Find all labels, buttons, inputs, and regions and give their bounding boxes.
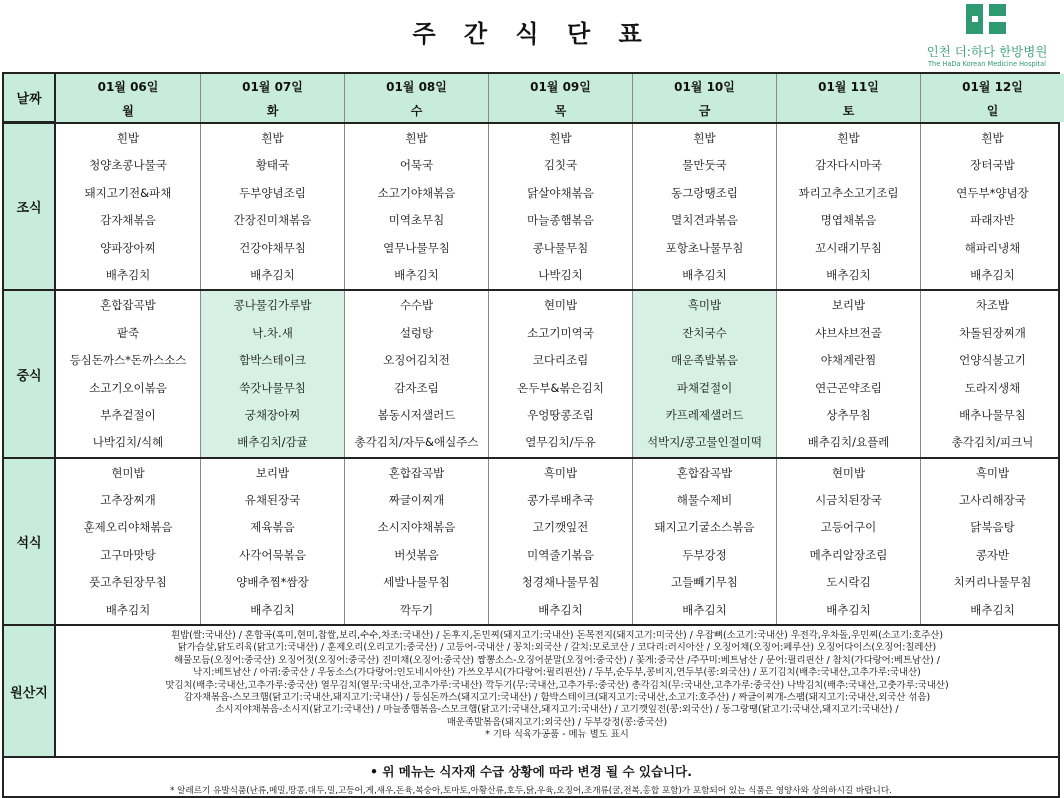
weekday-cell: 목 xyxy=(488,98,632,122)
menu-cell xyxy=(488,291,632,456)
menu-item: 청경채나물무침 xyxy=(521,575,600,590)
menu-item: 낙.차.새 xyxy=(252,325,293,340)
menu-item: 혼합잡곡밥 xyxy=(100,298,156,313)
origin-line: 감자채볶음-스모크햄(닭고기:국내산,돼지고기:국내산) / 등심돈까스(돼지고기:국내산) / 함박스테이크(돼지고기:국내산,소고기:호주산) / 짜글이찌개-스팸(돼지고기:국내산,외국산 섞음) xyxy=(183,692,931,704)
menu-item: 닭살야채볶음 xyxy=(527,185,594,200)
menu-item: 양배추찜*쌈장 xyxy=(236,575,309,590)
hospital-subtitle: The HaDa Korean Medicine Hospital xyxy=(928,60,1046,68)
weekday-cell: 화 xyxy=(200,98,344,122)
menu-item: 나박김치 xyxy=(538,267,583,282)
origin-text xyxy=(56,626,1058,756)
menu-item: 치커리나물무침 xyxy=(953,575,1032,590)
menu-cell xyxy=(776,291,920,456)
hospital-logo-icon xyxy=(964,2,1008,36)
weekday-cell: 월 xyxy=(56,98,200,122)
table-header xyxy=(4,74,1058,124)
hospital-name: 인천 더:하다 한방병원 xyxy=(926,44,1048,59)
menu-item: 배추김치 xyxy=(682,602,727,617)
menu-item: 매운족발볶음 xyxy=(671,353,738,368)
menu-cell xyxy=(344,291,488,456)
menu-item: 해물수제비 xyxy=(676,493,733,508)
menu-item: 흰밥 xyxy=(261,131,284,145)
menu-cell xyxy=(200,291,344,456)
menu-item: 혼합잡곡밥 xyxy=(388,465,445,480)
menu-item: 나박김치/식혜 xyxy=(92,435,164,450)
menu-item: 명엽채볶음 xyxy=(820,213,877,228)
menu-item: 장터국밥 xyxy=(970,158,1015,173)
menu-item: 샤브샤브전골 xyxy=(815,325,882,340)
menu-item: 미역초무침 xyxy=(388,213,445,228)
origin-line: 낙지:베트남산 / 아귀:중국산 / 우동소스(가다랑어:인도네시아산) 가쓰오부시(가다랑어:필리핀산) / 두부,순두부,콩비지,연두부(콩:외국산) / 포기김치(배추:국내산,고추가루:국내산) xyxy=(193,667,921,679)
menu-item: 배추김치 xyxy=(826,267,871,282)
menu-item: 도시락김 xyxy=(826,575,871,590)
menu-item: 고등어구이 xyxy=(820,520,877,535)
weekday-cell: 금 xyxy=(632,98,776,122)
menu-item: 배추김치 xyxy=(394,267,439,282)
menu-item: 고사리해장국 xyxy=(959,493,1026,508)
menu-item: 파래자반 xyxy=(970,213,1015,228)
menu-item: 간장진미채볶음 xyxy=(233,213,312,228)
menu-item: 사각어묵볶음 xyxy=(239,547,306,562)
menu-item: 석박지/콩고물인절미떡 xyxy=(647,435,762,450)
menu-cell xyxy=(56,459,200,624)
menu-cell xyxy=(488,124,632,289)
menu-item: 배추김치 xyxy=(538,602,583,617)
menu-item: 고추장찌개 xyxy=(100,493,156,508)
menu-item: 현미밥 xyxy=(111,465,145,480)
date-cell: 01월 10일 xyxy=(632,74,776,98)
menu-item: 파채겉절이 xyxy=(676,380,733,395)
origin-line: 흰밥(쌀:국내산) / 혼합곡(흑미,현미,찹쌀,보리,수수,차조:국내산) / 돈후지,돈민찌(돼지고기:국내산) 돈목전지(돼지고기:미국산) / 우잡뼈(소고기:국내산) 우전각,우차돌,우민찌(소고기:호주산) xyxy=(170,630,944,642)
menu-item: 소시지야채볶음 xyxy=(377,520,456,535)
menu-item: 흰밥 xyxy=(837,131,860,145)
menu-item: 코다리조림 xyxy=(532,353,589,368)
menu-item: 콩자반 xyxy=(975,547,1010,562)
menu-cell xyxy=(200,459,344,624)
menu-item: 흰밥 xyxy=(405,131,428,145)
meal-label: 중식 xyxy=(4,291,56,456)
menu-item: 고기깻잎전 xyxy=(532,520,589,535)
menu-item: 차조밥 xyxy=(975,298,1010,313)
menu-cell xyxy=(920,124,1064,289)
menu-item: 차돌된장찌개 xyxy=(959,325,1026,340)
menu-item: 배추김치 xyxy=(970,602,1015,617)
weekday-cell: 수 xyxy=(344,98,488,122)
origin-line: 해물모듬(오징어:중국산) 오징어젓(오징어:중국산) 진미채(오징어:중국산) 짬뽕소스-오징어분말(오징어:중국산) / 꽃게:중국산 /주꾸미:베트남산 / 문어:필리핀산 / 참치(가다랑어:베트남산) / xyxy=(174,654,940,666)
menu-item: 오징어김치전 xyxy=(383,353,450,368)
menu-item: 두부강정 xyxy=(682,547,727,562)
menu-cell xyxy=(776,124,920,289)
menu-item: 배추김치 xyxy=(826,602,871,617)
weekday-cell: 일 xyxy=(920,98,1064,122)
menu-item: 제육볶음 xyxy=(250,520,295,535)
menu-cell xyxy=(632,124,776,289)
menu-cell xyxy=(920,291,1064,456)
menu-item: 고들빼기무침 xyxy=(671,575,738,590)
menu-item: 꽈리고추소고기조림 xyxy=(798,185,899,200)
meal-row-dinner xyxy=(4,459,1058,626)
menu-item: 봄동시저샐러드 xyxy=(377,407,456,422)
menu-item: 콩가루배추국 xyxy=(527,493,594,508)
notice-section xyxy=(4,758,1058,796)
menu-item: 어묵국 xyxy=(399,158,434,173)
menu-item: 해파리냉채 xyxy=(964,240,1021,255)
menu-cell xyxy=(920,459,1064,624)
menu-item: 언양식불고기 xyxy=(959,353,1026,368)
menu-item: 물만둣국 xyxy=(682,158,727,173)
menu-item: 설렁탕 xyxy=(399,325,434,340)
menu-cell xyxy=(56,291,200,456)
menu-item: 배추나물무침 xyxy=(959,407,1026,422)
menu-item: 세발나물무침 xyxy=(383,575,450,590)
weekday-cell: 토 xyxy=(776,98,920,122)
menu-item: 흰밥 xyxy=(116,131,140,145)
weekly-menu-table xyxy=(2,72,1060,798)
date-cell: 01월 11일 xyxy=(776,74,920,98)
menu-item: 소고기미역국 xyxy=(527,325,594,340)
menu-item: 흰밥 xyxy=(693,131,716,145)
meal-row-breakfast xyxy=(4,124,1058,291)
date-cell: 01월 06일 xyxy=(56,74,200,98)
menu-item: 꼬시래기무침 xyxy=(815,240,882,255)
menu-item: 궁채장아찌 xyxy=(244,407,301,422)
hospital-logo xyxy=(912,2,1062,72)
date-row xyxy=(4,74,1058,107)
meal-rows xyxy=(4,124,1058,626)
menu-item: 연두부*양념장 xyxy=(956,185,1029,200)
menu-cell xyxy=(488,459,632,624)
origin-line: * 기타 식육가공품 - 메뉴 별도 표시 xyxy=(485,729,629,741)
menu-item: 마늘종햄볶음 xyxy=(527,213,594,228)
menu-item: 열무김치/두유 xyxy=(525,435,596,450)
date-header-label: 날짜 xyxy=(4,74,56,123)
date-cell: 01월 07일 xyxy=(200,74,344,98)
origin-line: 소시지야채볶음-소시지(닭고기:국내산) / 마늘종햄볶음-스모크햄(닭고기:국내산,돼지고기:국내산) / 고기깻잎전(콩:외국산) / 동그랑땡(닭고기:국내산,돼지고기:국내산) / xyxy=(215,704,899,716)
menu-item: 부추겉절이 xyxy=(100,407,156,422)
menu-item: 흑미밥 xyxy=(975,465,1010,480)
menu-item: 고구마맛탕 xyxy=(100,547,156,562)
menu-item: 돼지고기전&파채 xyxy=(84,185,172,200)
menu-item: 미역줄기볶음 xyxy=(527,547,594,562)
meal-label: 조식 xyxy=(4,124,56,289)
menu-item: 버섯볶음 xyxy=(394,547,439,562)
menu-item: 흑미밥 xyxy=(543,465,578,480)
date-cell: 01월 09일 xyxy=(488,74,632,98)
menu-item: 닭북음탕 xyxy=(970,520,1015,535)
origin-label: 원산지 xyxy=(4,626,56,756)
menu-item: 배추김치 xyxy=(250,267,295,282)
menu-cell xyxy=(344,459,488,624)
menu-cell xyxy=(776,459,920,624)
menu-item: 짜글이찌개 xyxy=(388,493,445,508)
menu-item: 김칫국 xyxy=(543,158,578,173)
menu-item: 콩나물무침 xyxy=(532,240,589,255)
meal-row-lunch xyxy=(4,291,1058,458)
menu-item: 멸치견과볶음 xyxy=(671,213,738,228)
menu-item: 소고기야채볶음 xyxy=(377,185,456,200)
menu-item: 감자다시마국 xyxy=(815,158,882,173)
menu-item: 잔치국수 xyxy=(682,325,727,340)
date-cell: 01월 08일 xyxy=(344,74,488,98)
menu-cell xyxy=(200,124,344,289)
menu-item: 등심돈까스*돈까스소스 xyxy=(69,353,187,368)
menu-item: 현미밥 xyxy=(831,465,866,480)
notice-main: • 위 메뉴는 식자재 수급 상황에 따라 변경 될 수 있습니다. xyxy=(370,764,692,780)
menu-cell xyxy=(344,124,488,289)
menu-item: 배추김치/요플레 xyxy=(807,435,890,450)
menu-item: 청양초콩나물국 xyxy=(89,158,167,173)
menu-item: 동그랑땡조림 xyxy=(671,185,738,200)
menu-item: 우엉땅콩조림 xyxy=(527,407,594,422)
menu-item: 카프레제샐러드 xyxy=(665,407,744,422)
menu-item: 총각김치/자두&애실주스 xyxy=(354,435,479,450)
menu-item: 야채계란찜 xyxy=(820,353,877,368)
notice-allergy: * 알레르기 유발식품(난류,메밀,땅콩,대두,밀,고등어,게,새우,돈육,복숭아,토마토,아황산류,호두,닭,우육,오징어,조개류(굴,전복,홍합 포함)가 포함되어 있는 식품은 영양사와 상의하시길 바랍니다. xyxy=(170,786,892,797)
menu-item: 연근곤약조림 xyxy=(815,380,882,395)
menu-item: 흰밥 xyxy=(549,131,572,145)
weekday-row xyxy=(4,98,1058,124)
menu-item: 건강야채무침 xyxy=(239,240,306,255)
menu-item: 깍두기 xyxy=(399,602,434,617)
menu-item: 양파장아찌 xyxy=(100,240,156,255)
page-title: 주 간 식 단 표 xyxy=(412,20,652,48)
menu-item: 온두부&볶은김치 xyxy=(517,380,604,395)
menu-item: 두부양념조림 xyxy=(239,185,306,200)
menu-item: 현미밥 xyxy=(543,298,578,313)
date-cell: 01월 12일 xyxy=(920,74,1064,98)
menu-item: 시금치된장국 xyxy=(815,493,882,508)
menu-item: 보리밥 xyxy=(255,465,290,480)
menu-item: 총각김치/피크닉 xyxy=(951,435,1034,450)
menu-item: 배추김치 xyxy=(105,602,151,617)
menu-item: 유채된장국 xyxy=(244,493,301,508)
menu-item: 보리밥 xyxy=(831,298,866,313)
menu-item: 도라지생채 xyxy=(964,380,1021,395)
menu-item: 풋고추된장무침 xyxy=(89,575,167,590)
menu-cell xyxy=(56,124,200,289)
menu-item: 배추김치 xyxy=(105,267,151,282)
menu-item: 훈제오리야채볶음 xyxy=(83,520,173,535)
menu-item: 배추김치 xyxy=(970,267,1015,282)
menu-item: 수수밥 xyxy=(399,298,434,313)
menu-cell xyxy=(632,291,776,456)
menu-item: 쑥갓나물무침 xyxy=(239,380,306,395)
menu-item: 포항초나물무침 xyxy=(665,240,744,255)
menu-item: 메추리알장조림 xyxy=(809,547,888,562)
origin-line: 닭가슴살,닭도리육(닭고기:국내산) / 훈제오리(오리고기:중국산) / 고등어-국내산 / 꽁치:외국산 / 갈치:모로코산 / 코다리:러시아산 / 오징어채(오징어:페루산) 오징어다이스(오징어:칠레산) xyxy=(177,642,937,654)
menu-item: 상추무침 xyxy=(826,407,871,422)
menu-item: 팥죽 xyxy=(116,325,140,340)
menu-item: 황태국 xyxy=(255,158,290,173)
menu-item: 배추김치 xyxy=(250,602,295,617)
menu-item: 배추김치 xyxy=(682,267,727,282)
origin-line: 매운족발볶음(돼지고기:외국산) / 두부강정(콩:중국산) xyxy=(446,716,668,728)
menu-item: 배추김치/감귤 xyxy=(237,435,308,450)
menu-item: 함박스테이크 xyxy=(239,353,306,368)
menu-item: 혼합잡곡밥 xyxy=(676,465,733,480)
meal-label: 석식 xyxy=(4,459,56,624)
origin-line: 맛김치(배추:국내산,고추가루:중국산) 열무김치(열무:국내산,고추가루:국내산) 깍두기(무:국내산,고추가루:중국산) 총각김치(무:국내산,고추가루:중국산) 나박김치(배추:국내산,고춧가루:국내산) xyxy=(165,679,949,691)
menu-item: 소고기오이볶음 xyxy=(89,380,167,395)
menu-item: 돼지고기굴소스볶음 xyxy=(654,520,755,535)
origin-section xyxy=(4,626,1058,758)
menu-item: 감자채볶음 xyxy=(100,213,156,228)
menu-item: 흰밥 xyxy=(981,131,1004,145)
menu-item: 흑미밥 xyxy=(687,298,722,313)
menu-item: 열무나물무침 xyxy=(383,240,450,255)
menu-item: 콩나물김가루밥 xyxy=(233,298,312,313)
menu-item: 감자조림 xyxy=(394,380,439,395)
menu-cell xyxy=(632,459,776,624)
